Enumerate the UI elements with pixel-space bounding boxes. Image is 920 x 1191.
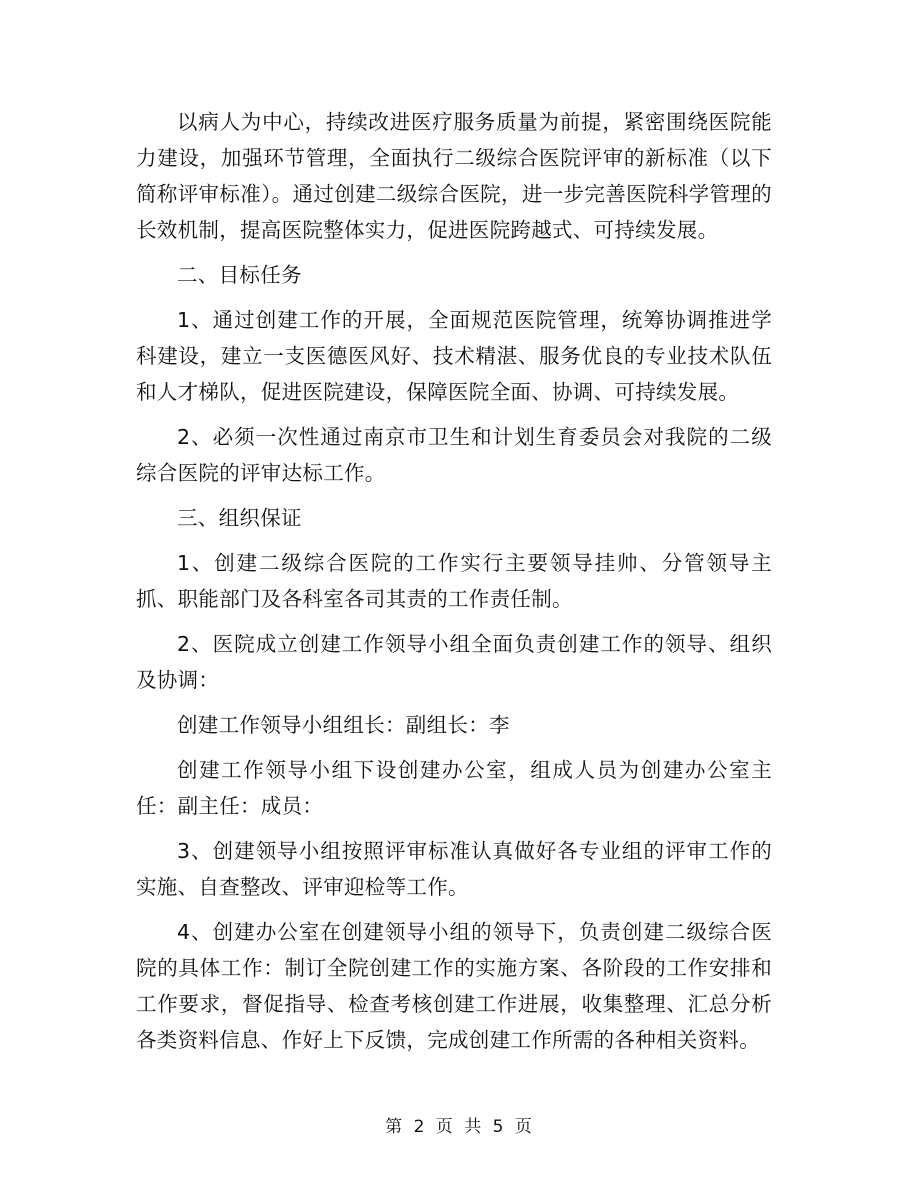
paragraph-org-1: 1、创建二级综合医院的工作实行主要领导挂帅、分管领导主抓、职能部门及各科室各司其责的工作责任制。 xyxy=(136,551,772,611)
paragraph-org-4: 4、创建办公室在创建领导小组的领导下，负责创建二级综合医院的具体工作：制订全院创建工作的实施方案、各阶段的工作安排和工作要求，督促指导、检查考核创建工作进展，收集整理、汇总分析各类资料信息、作好上下反馈，完成创建工作所需的各种相关资料。 xyxy=(136,920,772,1052)
paragraph-office: 创建工作领导小组下设创建办公室，组成人员为创建办公室主任：副主任：成员： xyxy=(136,758,772,818)
paragraph-goal-1: 1、通过创建工作的开展，全面规范医院管理，统筹协调推进学科建设，建立一支医德医风好、技术精湛、服务优良的专业技术队伍和人才梯队，促进医院建设，保障医院全面、协调、可持续发展。 xyxy=(136,308,772,404)
paragraph-leaders: 创建工作领导小组组长：副组长：李 xyxy=(177,713,510,737)
page-number-footer: 第 2 页 共 5 页 xyxy=(385,1117,535,1137)
paragraph-org-3: 3、创建领导小组按照评审标准认真做好各专业组的评审工作的实施、自查整改、评审迎检等工作。 xyxy=(136,839,772,899)
document-body xyxy=(136,104,772,1067)
paragraph-org-2: 2、医院成立创建工作领导小组全面负责创建工作的领导、组织及协调： xyxy=(136,632,772,692)
paragraph-intro: 以病人为中心，持续改进医疗服务质量为前提，紧密围绕医院能力建设，加强环节管理，全面执行二级综合医院评审的新标准（以下简称评审标准）。通过创建二级综合医院，进一步完善医院科学管理的长效机制，提高医院整体实力，促进医院跨越式、可持续发展。 xyxy=(136,110,772,242)
section-heading-organization: 三、组织保证 xyxy=(177,506,302,530)
paragraph-goal-2: 2、必须一次性通过南京市卫生和计划生育委员会对我院的二级综合医院的评审达标工作。 xyxy=(136,425,772,485)
section-heading-goals: 二、目标任务 xyxy=(177,263,302,287)
